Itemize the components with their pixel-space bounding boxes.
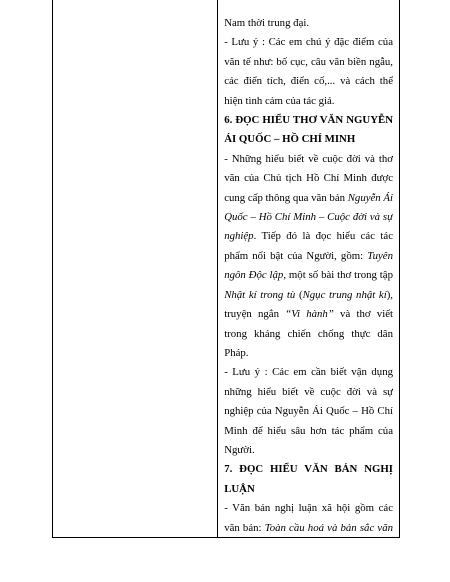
note-line: hiện tình cảm của tác giả. <box>224 94 335 107</box>
left-column-cell <box>53 0 218 537</box>
content-table <box>52 0 400 538</box>
section-heading-7: LUẬN <box>224 482 255 495</box>
paragraph-line: - Những hiểu biết về cuộc đời và thơ <box>224 152 393 165</box>
note-line: Minh để hiểu sâu hơn tác phẩm của <box>224 424 393 437</box>
note-line: - Lưu ý : Các em chú ý đặc điểm của <box>224 36 393 49</box>
note-line: các điển tích, điển cố,... và cách thể <box>224 75 393 88</box>
paragraph-line: phẩm nổi bật của Người, gồm: Tuyên <box>224 249 393 262</box>
paragraph-line: Quốc – Hồ Chí Minh – Cuộc đời và sự <box>224 211 393 224</box>
note-line: những hiểu biết về cuộc đời và sự <box>224 385 393 398</box>
note-line: nghiệp của Nguyễn Ái Quốc – Hồ Chí <box>224 405 393 418</box>
paragraph-line: Pháp. <box>224 346 249 359</box>
paragraph-line: văn bản: Toàn cầu hoá và bản sắc văn <box>224 521 393 534</box>
section-heading-6: 6. ĐỌC HIỂU THƠ VĂN NGUYỄN <box>224 114 393 127</box>
text-line: Nam thời trung đại. <box>224 17 310 29</box>
note-line: Người. <box>224 443 255 456</box>
paragraph-line: - Văn bản nghị luận xã hội gồm các <box>224 502 393 515</box>
section-heading-7: 7. ĐỌC HIỂU VĂN BẢN NGHỊ <box>224 463 393 476</box>
paragraph-line: trong kháng chiến chống thực dân <box>224 327 393 340</box>
paragraph-line: truyện ngắn “Vi hành” và thơ viết <box>224 308 393 321</box>
paragraph-line: văn của Chủ tịch Hồ Chí Minh được <box>224 172 393 185</box>
note-line: văn tế như: bố cục, câu văn biền ngẫu, <box>224 55 393 68</box>
paragraph-line: Nhật kí trong tù (Ngục trung nhật kí), <box>224 288 393 301</box>
section-heading-6: ÁI QUỐC – HỒ CHÍ MINH <box>224 133 356 146</box>
paragraph-line: ngôn Độc lập, một số bài thơ trong tập <box>224 269 393 282</box>
note-line: - Lưu ý : Các em cần biết vận dụng <box>224 366 393 379</box>
paragraph-line: nghiệp. Tiếp đó là đọc hiểu các tác <box>224 230 393 243</box>
right-column-cell <box>218 0 399 537</box>
paragraph-line: cung cấp thông qua văn bản Nguyễn Ái <box>224 191 393 204</box>
